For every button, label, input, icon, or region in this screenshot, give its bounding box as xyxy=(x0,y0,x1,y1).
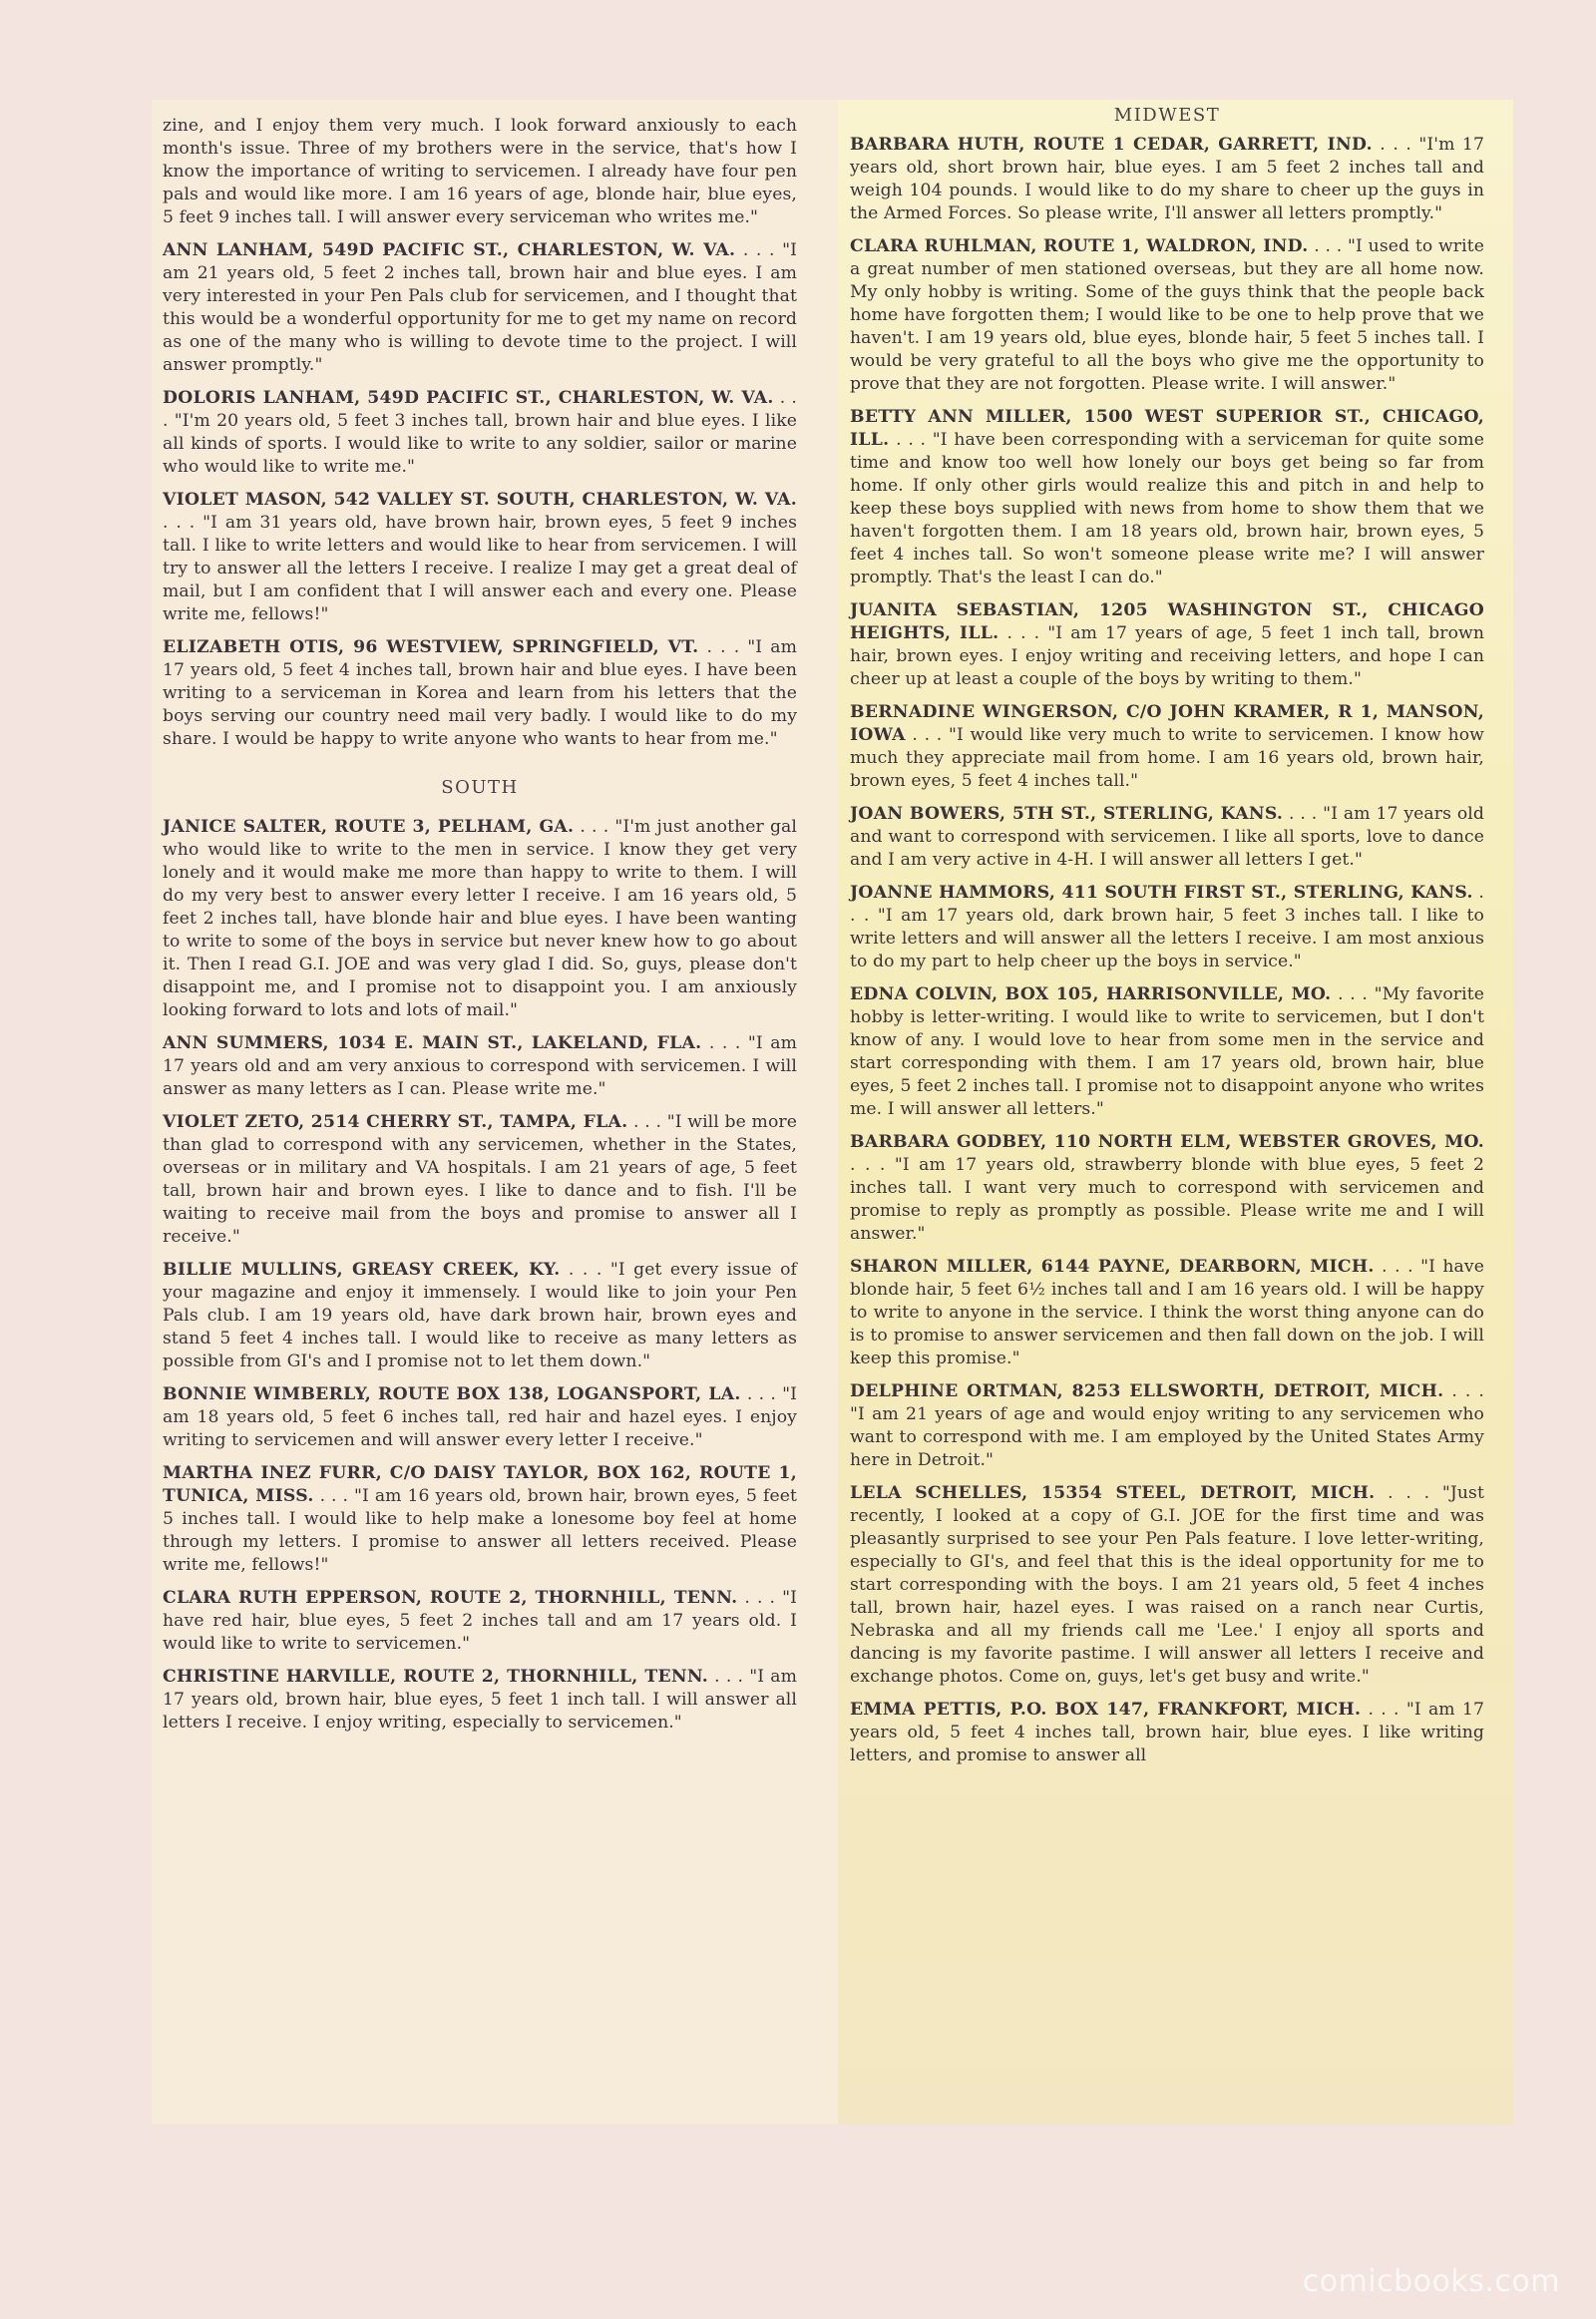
entry-name-address: JOANNE HAMMORS, 411 SOUTH FIRST ST., STERLING, KANS. xyxy=(850,883,1473,903)
entry-letter-text: . . . "I am 17 years old, dark brown hair, 5 feet 3 inches tall. I like to write letters and will answer all the letters I receive. I am most anxious to do my part to help cheer up the boys in service." xyxy=(850,883,1484,971)
entry-letter-text: . . . "I am 21 years old, 5 feet 2 inches tall, brown hair and blue eyes. I am very interested in your Pen Pals club for servicemen, and I thought that this would be a wonderful opportunity for me to get my name on record as one of the many who is willing to devote time to the project. I will answer promptly." xyxy=(163,240,798,375)
pen-pal-entry xyxy=(163,636,797,751)
entry-letter-text: . . . "I'm 20 years old, 5 feet 3 inches tall, brown hair and blue eyes. I like all kinds of sports. I would like to write to any soldier, sailor or marine who would like to write me." xyxy=(163,388,797,477)
pen-pal-entry xyxy=(850,1699,1484,1767)
entry-name-address: JUANITA SEBASTIAN, 1205 WASHINGTON ST., CHICAGO HEIGHTS, ILL. xyxy=(850,600,1484,643)
entry-letter-text: . . . "I will be more than glad to correspond with any servicemen, whether in the States, overseas or in military and VA hospitals. I am 21 years of age, 5 feet tall, brown hair and brown eyes. I like to dance and to fish. I'll be waiting to receive mail from the boys and promise to answer all I receive." xyxy=(163,1112,797,1247)
pen-pal-entry xyxy=(163,1032,797,1101)
pen-pal-entry xyxy=(163,387,797,479)
entry-letter-text: . . . "I'm 17 years old, short brown hair, blue eyes. I am 5 feet 2 inches tall and weigh 104 pounds. I would like to do my share to cheer up the guys in the Armed Forces. So please write, I'll answer all letters promptly." xyxy=(850,135,1484,223)
pen-pal-entry xyxy=(850,1256,1484,1370)
entry-name-address: EDNA COLVIN, BOX 105, HARRISONVILLE, MO. xyxy=(850,984,1332,1004)
entry-name-address: CHRISTINE HARVILLE, ROUTE 2, THORNHILL, TENN. xyxy=(163,1667,709,1687)
pen-pal-entry xyxy=(163,1383,797,1452)
pen-pal-entry xyxy=(850,235,1484,396)
entry-name-address: ELIZABETH OTIS, 96 WESTVIEW, SPRINGFIELD, VT. xyxy=(163,637,699,657)
entry-name-address: CLARA RUHLMAN, ROUTE 1, WALDRON, IND. xyxy=(850,236,1309,256)
entry-name-address: VIOLET MASON, 542 VALLEY ST. SOUTH, CHARLESTON, W. VA. xyxy=(163,490,797,510)
pen-pal-entry xyxy=(850,701,1484,793)
pen-pal-entry xyxy=(163,1666,797,1735)
pen-pal-entry xyxy=(850,983,1484,1121)
entry-name-address: SHARON MILLER, 6144 PAYNE, DEARBORN, MICH. xyxy=(850,1257,1375,1277)
entry-letter-text: . . . "I would like very much to write to servicemen. I know how much they appreciate mail from home. I am 16 years old, brown hair, brown eyes, 5 feet 4 inches tall." xyxy=(850,725,1484,791)
entry-name-address: CLARA RUTH EPPERSON, ROUTE 2, THORNHILL, TENN. xyxy=(163,1588,738,1608)
entry-letter-text: . . . "I used to write a great number of men stationed overseas, but they are all home now. My only hobby is writing. Some of the guys think that the people back home have forgotten them; I would like to be one to help prove that we haven't. I am 19 years old, blue eyes, blonde hair, 5 feet 5 inches tall. I would be very grateful to all the boys who give me the opportunity to prove that they are not forgotten. Please write. I will answer." xyxy=(850,236,1484,394)
entry-letter-text: . . . "I have red hair, blue eyes, 5 feet 2 inches tall and am 17 years old. I would like to write to servicemen." xyxy=(163,1588,797,1654)
pen-pal-entry xyxy=(163,1462,797,1577)
entry-letter-text: . . . "I have blonde hair, 5 feet 6½ inches tall and I am 16 years old. I will be happy to write to anyone in the service. I think the worst thing anyone can do is to promise to answer servicemen and then fall down on the job. I will keep this promise." xyxy=(850,1257,1484,1368)
entry-name-address: JOAN BOWERS, 5TH ST., STERLING, KANS. xyxy=(850,804,1284,824)
intro-paragraph: zine, and I enjoy them very much. I look forward anxiously to each month's issue. Three of my brothers were in the service, that's how I know the importance of writing to servicemen. I already have four pen pals and would like more. I am 16 years of age, blonde hair, blue eyes, 5 feet 9 inches tall. I will answer every serviceman who writes me." xyxy=(163,116,797,227)
pen-pal-entry xyxy=(850,882,1484,973)
pen-pal-entry xyxy=(163,239,797,377)
entry-name-address: LELA SCHELLES, 15354 STEEL, DETROIT, MICH. xyxy=(850,1483,1376,1503)
entry-name-address: MARTHA INEZ FURR, C/O DAISY TAYLOR, BOX 162, ROUTE 1, TUNICA, MISS. xyxy=(163,1463,797,1506)
entry-letter-text: . . . "Just recently, I looked at a copy of G.I. JOE for the first time and was pleasantly surprised to see your Pen Pals feature. I love letter-writing, especially to GI's, and feel that this is the ideal opportunity for me to start corresponding with the boys. I am 21 years old, 5 feet 4 inches tall, brown hair, hazel eyes. I was raised on a ranch near Curtis, Nebraska and all my friends call me 'Lee.' I enjoy all sports and dancing is my favorite pastime. I will answer all letters I receive and exchange photos. Come on, guys, let's get busy and write." xyxy=(850,1483,1484,1687)
left-column xyxy=(163,115,797,1744)
entry-name-address: EMMA PETTIS, P.O. BOX 147, FRANKFORT, MICH. xyxy=(850,1700,1362,1720)
watermark: comicbooks.com xyxy=(1302,2264,1560,2299)
entry-letter-text: . . . "I am 16 years old, brown hair, brown eyes, 5 feet 5 inches tall. I would like to help make a lonesome boy feel at home through my letters. I promise to answer all letters received. Please write me, fellows!" xyxy=(163,1486,797,1575)
entry-letter-text: . . . "I am 17 years old, strawberry blonde with blue eyes, 5 feet 2 inches tall. I want very much to correspond with servicemen and promise to reply as promptly as possible. Please write me and I will answer." xyxy=(850,1155,1484,1244)
entry-name-address: BETTY ANN MILLER, 1500 WEST SUPERIOR ST., CHICAGO, ILL. xyxy=(850,407,1484,450)
entry-letter-text: . . . "I get every issue of your magazine and enjoy it immensely. I would like to join your Pen Pals club. I am 19 years old, have dark brown hair, brown eyes and stand 5 feet 4 inches tall. I would like to receive as many letters as possible from GI's and I promise not to let them down." xyxy=(163,1260,798,1371)
entry-name-address: ANN LANHAM, 549D PACIFIC ST., CHARLESTON, W. VA. xyxy=(163,240,736,260)
entry-name-address: BARBARA HUTH, ROUTE 1 CEDAR, GARRETT, IND. xyxy=(850,135,1373,155)
pen-pal-entry xyxy=(850,406,1484,589)
pen-pal-entry xyxy=(850,803,1484,872)
entry-letter-text: . . . "I am 17 years old, 5 feet 4 inches tall, brown hair and blue eyes. I have been writing to a serviceman in Korea and learn from his letters that the boys serving our country need mail very badly. I would like to do my share. I would be happy to write anyone who wants to hear from me." xyxy=(163,637,797,749)
entry-letter-text: . . . "I am 21 years of age and would enjoy writing to any servicemen who want to correspond with me. I am employed by the United States Army here in Detroit." xyxy=(850,1381,1484,1470)
entry-letter-text: . . . "My favorite hobby is letter-writing. I would like to write to servicemen, but I don't know of any. I would love to hear from some men in the service and start corresponding with them. I am 17 years old, brown hair, blue eyes, 5 feet 2 inches tall. I promise not to disappoint anyone who writes me. I will answer all letters." xyxy=(850,984,1484,1119)
right-column xyxy=(850,105,1484,1777)
entry-letter-text: . . . "I am 17 years old and am very anxious to correspond with servicemen. I will answer as many letters as I can. Please write me." xyxy=(163,1033,797,1099)
pen-pal-entry xyxy=(850,599,1484,691)
entry-letter-text: . . . "I am 17 years old, brown hair, blue eyes, 5 feet 1 inch tall. I will answer all letters I receive. I enjoy writing, especially to servicemen." xyxy=(163,1667,797,1733)
entry-letter-text: . . . "I am 31 years old, have brown hair, brown eyes, 5 feet 9 inches tall. I like to write letters and would like to hear from servicemen. I will try to answer all the letters I receive. I realize I may get a great deal of mail, but I am confident that I will answer each and every one. Please write me, fellows!" xyxy=(163,513,797,624)
entry-letter-text: . . . "I'm just another gal who would like to write to the men in service. I know they get very lonely and it would make me more than happy to write to them. I will do my very best to answer every letter I receive. I am 16 years old, 5 feet 2 inches tall, have blonde hair and blue eyes. I have been wanting to write to some of the boys in service but never knew how to go about it. Then I read G.I. JOE and was very glad I did. So, guys, please don't disappoint me, and I promise not to disappoint you. I am anxiously looking forward to lots and lots of mail." xyxy=(163,817,797,1020)
entry-letter-text: . . . "I have been corresponding with a serviceman for quite some time and know too well how lonely our boys get being so far from home. If only other girls would realize this and pitch in and help to keep these boys supplied with news from home to show them that we haven't forgotten them. I am 18 years old, brown hair, brown eyes, 5 feet 4 inches tall. So won't someone please write me? I will answer promptly. That's the least I can do." xyxy=(850,430,1484,587)
pen-pal-entry xyxy=(850,1482,1484,1689)
entry-name-address: BERNADINE WINGERSON, C/O JOHN KRAMER, R 1, MANSON, IOWA xyxy=(850,702,1484,745)
entries-group-b xyxy=(163,816,797,1735)
pen-pal-entry xyxy=(163,1259,797,1373)
entry-letter-text: . . . "I am 17 years old, 5 feet 4 inches tall, brown hair, blue eyes. I like writing letters, and promise to answer all xyxy=(850,1700,1484,1765)
entry-letter-text: . . . "I am 17 years of age, 5 feet 1 inch tall, brown hair, brown eyes. I enjoy writing and receiving letters, and hope I can cheer up at least a couple of the boys by writing to them." xyxy=(850,623,1484,689)
pen-pal-entry xyxy=(850,134,1484,225)
entry-name-address: DELPHINE ORTMAN, 8253 ELLSWORTH, DETROIT, MICH. xyxy=(850,1381,1444,1401)
region-heading-south: SOUTH xyxy=(441,777,519,798)
entry-name-address: BARBARA GODBEY, 110 NORTH ELM, WEBSTER GROVES, MO. xyxy=(850,1132,1484,1152)
entry-name-address: JANICE SALTER, ROUTE 3, PELHAM, GA. xyxy=(163,817,575,837)
pen-pal-entry xyxy=(163,489,797,626)
entries-group-a xyxy=(163,239,797,751)
pen-pal-entry xyxy=(850,1380,1484,1472)
pen-pal-entry xyxy=(850,1131,1484,1246)
entry-name-address: BILLIE MULLINS, GREASY CREEK, KY. xyxy=(163,1260,561,1280)
entry-name-address: ANN SUMMERS, 1034 E. MAIN ST., LAKELAND, FLA. xyxy=(163,1033,702,1053)
entries-group-midwest xyxy=(850,134,1484,1767)
entry-name-address: BONNIE WIMBERLY, ROUTE BOX 138, LOGANSPORT, LA. xyxy=(163,1384,741,1404)
entry-name-address: VIOLET ZETO, 2514 CHERRY ST., TAMPA, FLA. xyxy=(163,1112,628,1132)
region-heading-midwest: MIDWEST xyxy=(1113,105,1221,126)
pen-pal-entry xyxy=(163,1111,797,1249)
entry-letter-text: . . . "I am 17 years old and want to correspond with servicemen. I like all sports, love to dance and I am very active in 4-H. I will answer all letters I get." xyxy=(850,804,1484,870)
entry-name-address: DOLORIS LANHAM, 549D PACIFIC ST., CHARLESTON, W. VA. xyxy=(163,388,774,408)
entry-letter-text: . . . "I am 18 years old, 5 feet 6 inches tall, red hair and hazel eyes. I enjoy writing to servicemen and will answer every letter I receive." xyxy=(163,1384,798,1450)
pen-pal-entry xyxy=(163,816,797,1022)
pen-pal-entry xyxy=(163,1587,797,1656)
